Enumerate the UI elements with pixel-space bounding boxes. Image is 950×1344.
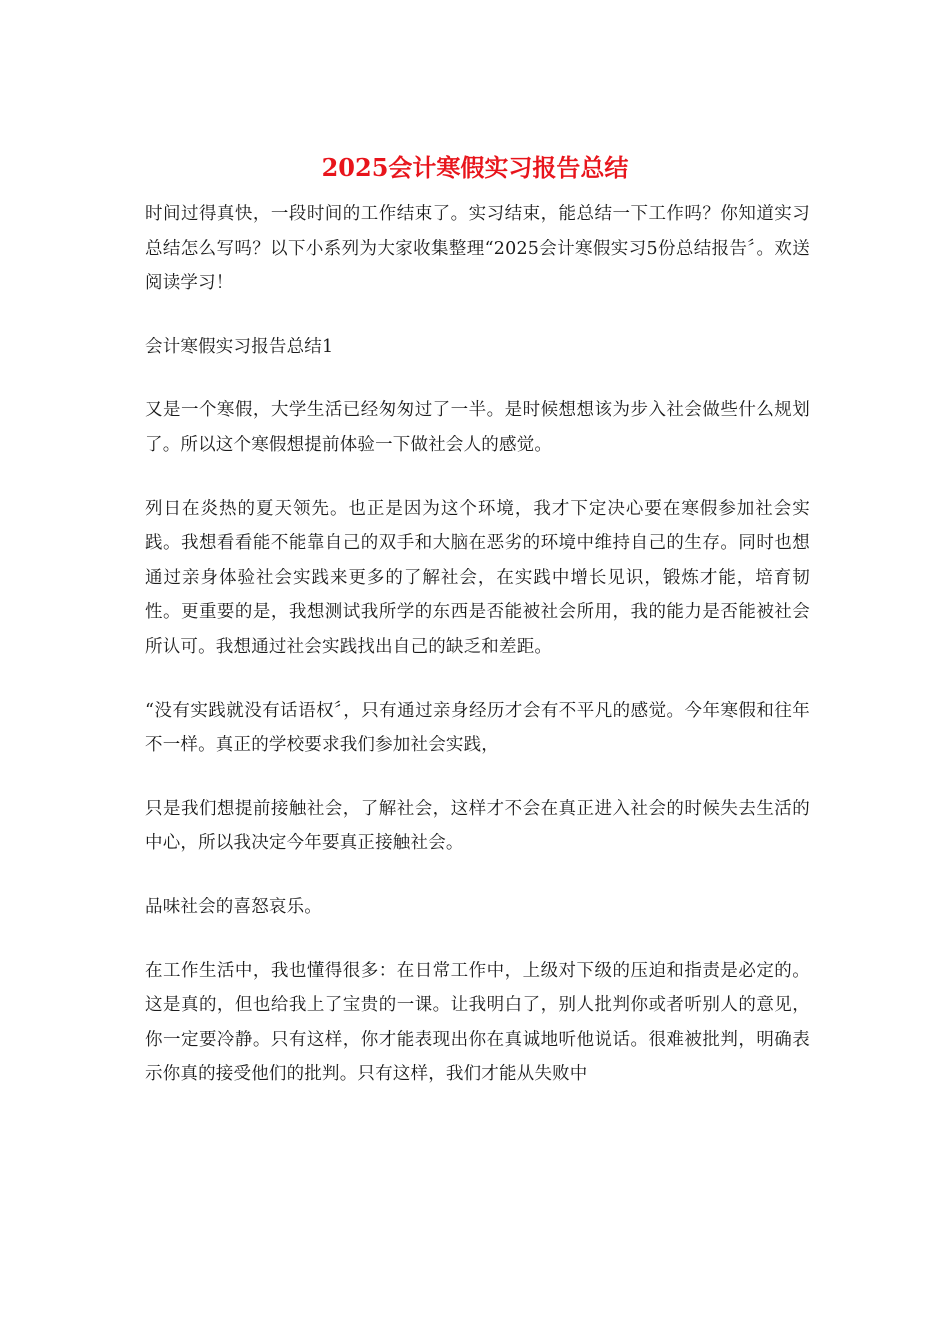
document-body bbox=[145, 197, 810, 1121]
body-paragraph: 又是一个寒假，大学生活已经匆匆过了一半。是时候想想该为步入社会做些什么规划了。所以这个寒假想提前体验一下做社会人的感觉。 bbox=[145, 400, 810, 455]
document-title: 2025会计寒假实习报告总结 bbox=[321, 153, 629, 182]
body-paragraph: 在工作生活中，我也懂得很多：在日常工作中，上级对下级的压迫和指责是必定的。这是真的，但也给我上了宝贵的一课。让我明白了，别人批判你或者听别人的意见，你一定要冷静。只有这样，你才能表现出你在真诚地听他说话。很难被批判，明确表示你真的接受他们的批判。只有这样，我们才能从失败中 bbox=[145, 960, 810, 1085]
intro-paragraph: 时间过得真快，一段时间的工作结束了。实习结束，能总结一下工作吗？你知道实习总结怎么写吗？以下小系列为大家收集整理“2025会计寒假实习5份总结报告〞。欢送阅读学习！ bbox=[145, 204, 810, 294]
body-paragraph: 只是我们想提前接触社会，了解社会，这样才不会在真正进入社会的时候失去生活的中心，所以我决定今年要真正接触社会。 bbox=[145, 798, 810, 854]
body-paragraph: 列日在炎热的夏天领先。也正是因为这个环境，我才下定决心要在寒假参加社会实践。我想看看能不能靠自己的双手和大脑在恶劣的环境中维持自己的生存。同时也想通过亲身体验社会实践来更多的了解社会，在实践中增长见识，锻炼才能，培育韧性。更重要的是，我想测试我所学的东西是否能被社会所用，我的能力是否能被社会所认可。我想通过社会实践找出自己的缺乏和差距。 bbox=[145, 498, 810, 657]
body-paragraph: “没有实践就没有话语权〞，只有通过亲身经历才会有不平凡的感觉。今年寒假和往年不一样。真正的学校要求我们参加社会实践， bbox=[145, 700, 810, 756]
body-paragraph: 品味社会的喜怒哀乐。 bbox=[145, 896, 322, 917]
section-heading: 会计寒假实习报告总结1 bbox=[145, 336, 334, 357]
